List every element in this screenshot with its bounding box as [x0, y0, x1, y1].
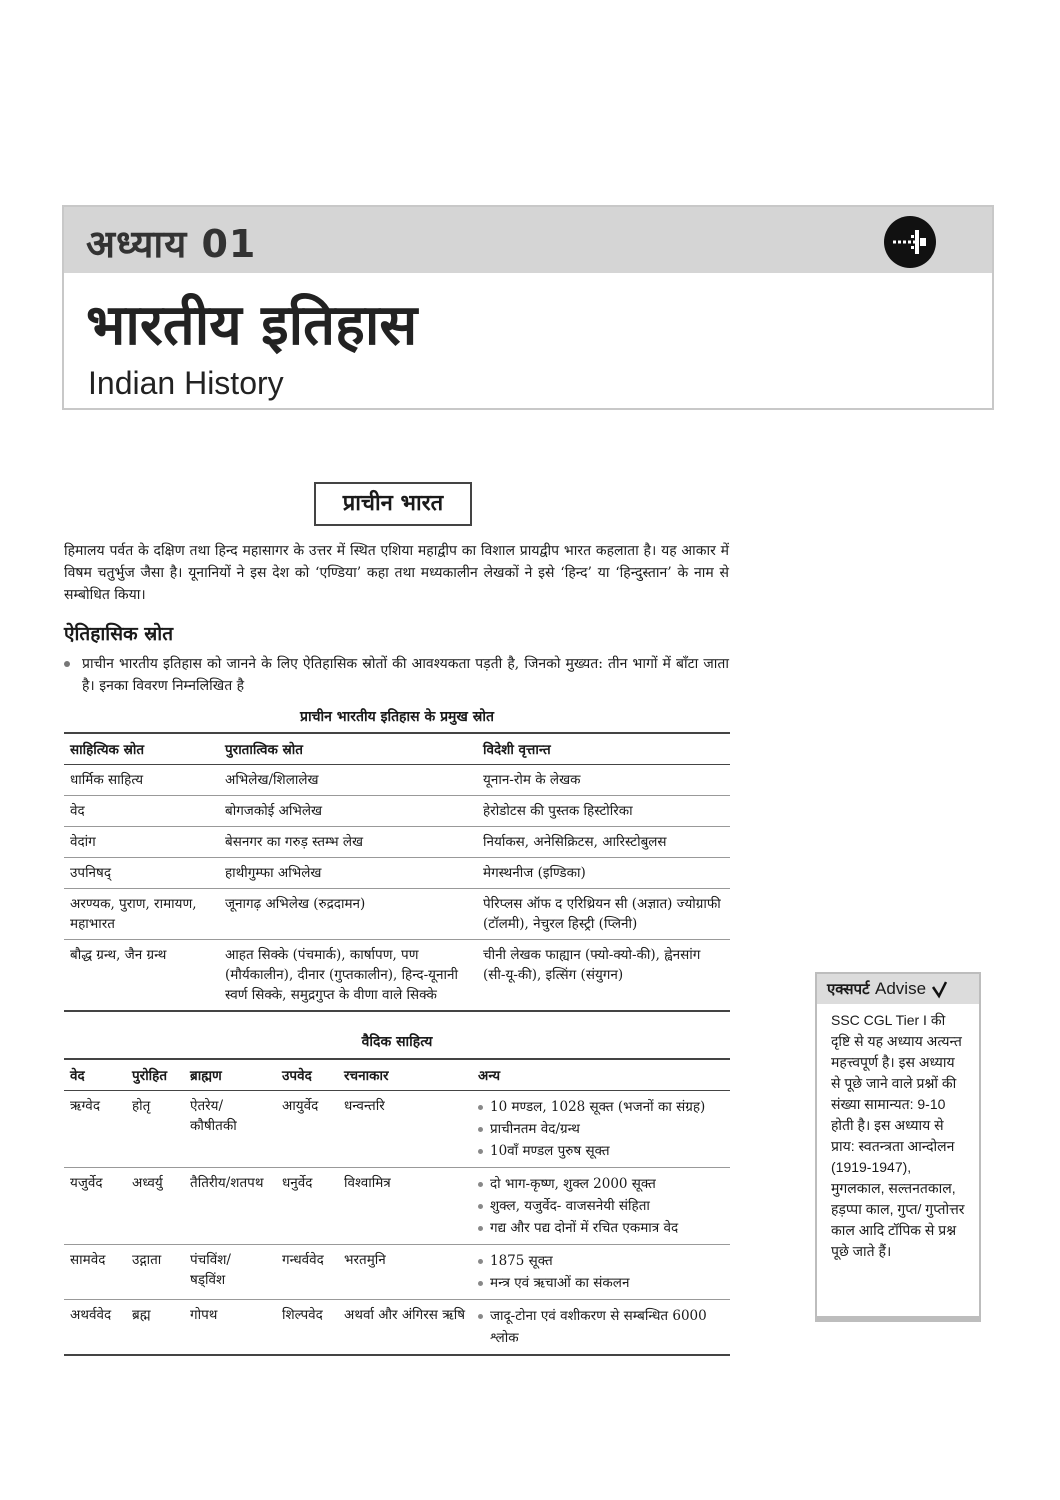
sources-heading: ऐतिहासिक स्रोत [64, 623, 174, 645]
table-cell: सामवेद [64, 1245, 126, 1300]
table-cell: भरतमुनि [338, 1245, 472, 1300]
table-cell: धनुर्वेद [276, 1168, 338, 1245]
table-row [64, 796, 730, 827]
table-cell: यूनान-रोम के लेखक [477, 765, 730, 796]
intro-paragraph: हिमालय पर्वत के दक्षिण तथा हिन्द महासागर के उत्तर में स्थित एशिया महाद्वीप का विशाल प्रायद्वीप भारत कहलाता है। यह आकार में विषम चतुर्भुज जैसा है। यूनानियों ने इस देश को ‘एण्डिया’ कहा तथा मध्यकालीन लेखकों ने इसे ‘हिन्द’ या ‘हिन्दुस्तान’ के नाम से सम्बोधित किया। [64, 543, 729, 603]
table-cell: हेरोडोटस की पुस्तक हिस्टोरिका [477, 796, 730, 827]
table-cell: बेसनगर का गरुड़ स्तम्भ लेख [219, 827, 477, 858]
column-header: पुरोहित [126, 1059, 184, 1091]
list-item: मन्त्र एवं ऋचाओं का संकलन [478, 1272, 724, 1294]
check-arrow-icon [931, 981, 947, 999]
column-header: विदेशी वृत्तान्त [477, 733, 730, 765]
column-header: उपवेद [276, 1059, 338, 1091]
table-cell: आयुर्वेद [276, 1091, 338, 1168]
table-row [64, 1245, 730, 1300]
advise-text: SSC CGL Tier I की दृष्टि से यह अध्याय अत्यन्त महत्त्वपूर्ण है। इस अध्याय से पूछे जाने वाले प्रश्नों की संख्या सामान्यत: 9-10 होती है। इस अध्याय से प्राय: स्वतन्त्रता आन्दोलन (1919-1947), मुगलकाल, सल्तनतकाल, हड़प्पा काल, गुप्त/ गुप्तोत्तर काल आदि टॉपिक से प्रश्न पूछे जाते हैं। [831, 1012, 965, 1259]
table-cell: ब्रह्म [126, 1300, 184, 1356]
arrow-right-icon [884, 216, 936, 268]
table-cell [472, 1300, 730, 1356]
table-row [64, 858, 730, 889]
table-cell: धन्वन्तरि [338, 1091, 472, 1168]
table-cell: यजुर्वेद [64, 1168, 126, 1245]
table-cell: तैतिरीय/शतपथ [184, 1168, 276, 1245]
chapter-label: अध्याय 01 [86, 222, 257, 266]
vedic-table-caption: वैदिक साहित्य [361, 1034, 433, 1050]
sources-bullet-text: प्राचीन भारतीय इतिहास को जानने के लिए ऐतिहासिक स्रोतों की आवश्यकता पड़ती है, जिनको मुख्यत: तीन भागों में बाँटा जाता है। इनका विवरण निम्नलिखित है [82, 656, 729, 694]
list-item: 1875 सूक्त [478, 1250, 724, 1272]
column-header: साहित्यिक स्रोत [64, 733, 219, 765]
table-row [64, 1300, 730, 1356]
table-cell: मेगस्थनीज (इण्डिका) [477, 858, 730, 889]
table-cell: उपनिषद् [64, 858, 219, 889]
sources-bullet [64, 653, 729, 697]
table-cell: जूनागढ़ अभिलेख (रुद्रदामन) [219, 889, 477, 940]
table-cell: अथर्वा और अंगिरस ऋषि [338, 1300, 472, 1356]
section-title: प्राचीन भारत [314, 482, 472, 526]
table-cell: आहत सिक्के (पंचमार्क), कार्षापण, पण (मौर्यकालीन), दीनार (गुप्तकालीन), हिन्द-यूनानी स्वर्ण सिक्के, समुद्रगुप्त के वीणा वाले सिक्के [219, 940, 477, 1012]
other-list [478, 1173, 724, 1239]
other-list [478, 1096, 724, 1162]
sources-table [64, 732, 730, 1012]
other-list [478, 1250, 724, 1294]
table-cell: गन्धर्ववेद [276, 1245, 338, 1300]
table-cell: बोगजकोई अभिलेख [219, 796, 477, 827]
other-list [478, 1305, 724, 1349]
column-header: वेद [64, 1059, 126, 1091]
table-row [64, 940, 730, 1012]
table-cell: वेदांग [64, 827, 219, 858]
table-header-row [64, 733, 730, 765]
table-cell: शिल्पवेद [276, 1300, 338, 1356]
list-item: 10वाँ मण्डल पुरुष सूक्त [478, 1140, 724, 1162]
table-cell: अथर्ववेद [64, 1300, 126, 1356]
table-row [64, 1091, 730, 1168]
table-cell: अरण्यक, पुराण, रामायण, महाभारत [64, 889, 219, 940]
table-row [64, 1168, 730, 1245]
column-header: रचनाकार [338, 1059, 472, 1091]
table-cell: बौद्ध ग्रन्थ, जैन ग्रन्थ [64, 940, 219, 1012]
chapter-header [62, 205, 994, 410]
list-item: गद्य और पद्य दोनों में रचित एकमात्र वेद [478, 1217, 724, 1239]
expert-advise-box [815, 972, 981, 1322]
bullet-dot [64, 661, 70, 667]
sources-table-caption: प्राचीन भारतीय इतिहास के प्रमुख स्रोत [300, 709, 494, 725]
table-cell: उद्गाता [126, 1245, 184, 1300]
table-header-row [64, 1059, 730, 1091]
column-header: अन्य [472, 1059, 730, 1091]
table-cell: निर्याकस, अनेसिक्रिटस, आरिस्टोबुलस [477, 827, 730, 858]
table-cell [472, 1168, 730, 1245]
table-row [64, 889, 730, 940]
advise-header [817, 974, 979, 1004]
table-cell: ऋग्वेद [64, 1091, 126, 1168]
table-cell: पेरिप्लस ऑफ द एरिथ्रियन सी (अज्ञात) ज्योग्राफी (टॉलमी), नेचुरल हिस्ट्री (प्लिनी) [477, 889, 730, 940]
column-header: ब्राह्मण [184, 1059, 276, 1091]
list-item: प्राचीनतम वेद/ग्रन्थ [478, 1118, 724, 1140]
table-row [64, 827, 730, 858]
chapter-title: भारतीय इतिहास [86, 293, 418, 358]
table-cell: अभिलेख/शिलालेख [219, 765, 477, 796]
table-cell: अध्वर्यु [126, 1168, 184, 1245]
table-cell: पंचविंश/ षड्विंश [184, 1245, 276, 1300]
table-cell: गोपथ [184, 1300, 276, 1356]
table-cell: धार्मिक साहित्य [64, 765, 219, 796]
table-row [64, 765, 730, 796]
table-cell: होतृ [126, 1091, 184, 1168]
vedic-table [64, 1058, 730, 1356]
list-item: दो भाग-कृष्ण, शुक्ल 2000 सूक्त [478, 1173, 724, 1195]
table-cell [472, 1091, 730, 1168]
table-cell: ऐतरेय/ कौषीतकी [184, 1091, 276, 1168]
chapter-subtitle: Indian History [88, 365, 284, 401]
list-item: जादू-टोना एवं वशीकरण से सम्बन्धित 6000 श्लोक [478, 1305, 724, 1349]
list-item: शुक्ल, यजुर्वेद- वाजसनेयी संहिता [478, 1195, 724, 1217]
advise-header-english: Advise [875, 979, 927, 998]
table-cell: वेद [64, 796, 219, 827]
advise-header-hindi: एक्सपर्ट [827, 980, 870, 998]
list-item: 10 मण्डल, 1028 सूक्त (भजनों का संग्रह) [478, 1096, 724, 1118]
column-header: पुरातात्विक स्रोत [219, 733, 477, 765]
table-cell: चीनी लेखक फाह्यान (फ्यो-क्यो-की), ह्वेनसांग (सी-यू-की), इत्सिंग (संयुगन) [477, 940, 730, 1012]
table-cell [472, 1245, 730, 1300]
table-cell: विश्वामित्र [338, 1168, 472, 1245]
table-cell: हाथीगुम्फा अभिलेख [219, 858, 477, 889]
